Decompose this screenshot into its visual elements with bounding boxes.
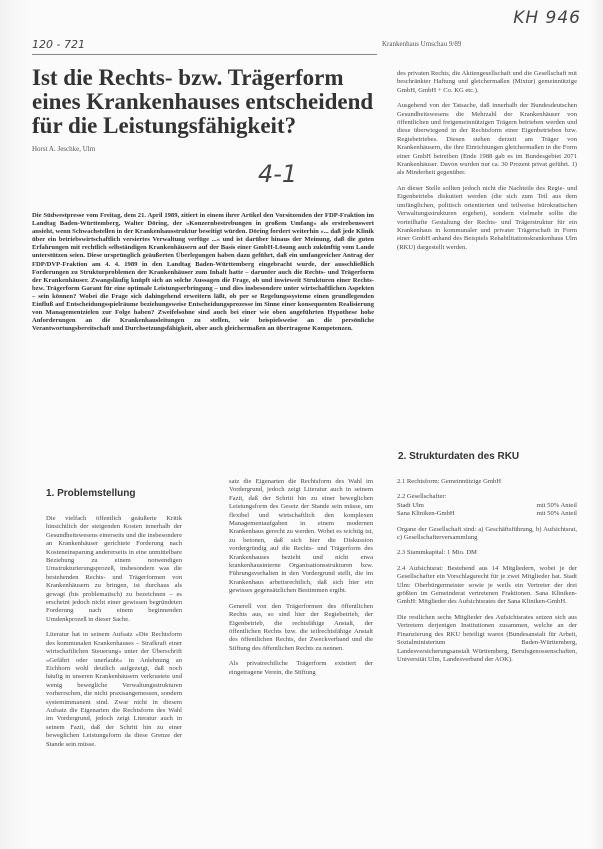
article-title: Ist die Rechts- bzw. Trägerform eines Krankenhauses entscheidend für die Leistungsfähigkeit? [32, 65, 374, 138]
paragraph: An dieser Stelle sollten jedoch nicht die Nachteile des Regie- und Eigenbetriebs diskutiert werden (die sich zum Teil aus dem umfänglichen, politisch orientierten und teilweise bürokratischen Verwaltungsstrukturen ergeben), sondern vielmehr sollte die vorteilhafte Gestaltung der Rechts- und Trägerstruktur für ein Krankenhaus in kommunaler und privater Trägerschaft in Form einer GmbH anhand des Beispiels Rehabilitationskrankenhaus Ulm (RKU) dargestellt werden. [397, 184, 577, 251]
paragraph: Die vielfach öffentlich geäußerte Kritik hinsichtlich der steigenden Kosten innerhalb der Gesundheitswesens einerseits und die insbesondere an Krankenhäuser gerichtete Forderung nach Kosteneinsparung andererseits in eine unmittelbare Beziehung zu einem notwendigen Umstrukturierungsprozeß, insbesondere was die bestehenden Rechts- und Trägerformen von Krankenhäusern zu bringen, ist durchaus als gewagt (bis problematisch) zu bezeichnen – es erscheint jedoch nicht einer gewissen begründeten Forderung nach einem beginnenden Umdenkprozeß in dieser Sache. [46, 515, 182, 623]
list-item: 2.1 Rechtsform: Gemeinnützige GmbH [397, 478, 502, 485]
shareholder-name: Stadt Ulm [397, 501, 424, 509]
handwritten-reference: KH 946 [513, 8, 581, 28]
running-head: Krankenhaus Umschau 9/89 [382, 40, 462, 48]
paragraph: des privaten Rechts, die Aktiengesellschaft und die Gesellschaft mit beschränkter Haftung und gleichermaßen (Mixtur) gemeinnützige GmbH, GmbH + Co. KG etc.). [397, 70, 577, 94]
list-item: 2.4 Aufsichtsrat: Bestehend aus 14 Mitgliedern, wobei je der Gesellschafter ein Vorschlagsrecht für je zwei Mitglieder hat. Stadt Ulm: Oberbürgermeister sowie je weils ein Vertreter der drei größten im Gemeinderat vertretenen Fraktionen. Sana Kliniken-GmbH: Mitglieder des Aufsichtsrates der Sana Kliniken-GmbH. [397, 564, 577, 606]
handwritten-mark: 4-1 [258, 160, 298, 188]
list-item: 2.2 Gesellschafter: [397, 493, 447, 501]
paragraph: Ausgehend von der Tatsache, daß innerhalb der Bundesdeutschen Gesundheitswesens die Mehrzahl der Krankenhäuser von öffentlichen und freigemeinnützigen Trägern betrieben werden und diese überwiegend in der Rechtsform einer Eigenbetrieben bzw. Regiebetriebes. Diesen stehen derzeit am Träger von Krankenhäusern, die ihre Einrichtungen gleichermaßen in die Form einer GmbH betreiben (Ende 1988 gab es im Bundesgebiet 2071 Krankenhäuser. Davon wurden nur ca. 30 Prozent privat geführt. 1) als Minderheit gegenüber. [397, 102, 577, 177]
paragraph: satz die Eigenarten die Rechtsform des Wahl im Vordergrund, jedoch zeigt Literatur auch in seinem Fazit, daß der Schritt hin zu einer beweglichen Leistungsform des Gesetz der Stande sein müsse, um flexibel und wirtschaftlich den komplexen Managementaufgaben in einem modernen Krankenhaus gerecht zu werden. Wobei es wichtig ist, zu betonen, daß sich hier die Diskussion vordergründig auf die Rechts- und Trägerform des Krankenhauses bezieht und nicht etwa krankenhausinterne Organisationsstrukturen bzw. Führungsverhalten in den Vordergrund stellt, die im Krankenhaus arbeitsrechtlich, daß sich hier ein gewisses gegensätzlichen Bestimmen ergibt. [229, 478, 373, 595]
column-3 [397, 70, 577, 259]
shareholder-share: mit 50% Anteil [536, 501, 577, 509]
paragraph: Literatur hat in seinem Aufsatz »Die Rechtsform des kommunalen Krankenhauses – Strafkrafi einer wirtschaftlichen Steuerung« unter der Überschrift »Gefährt oder unerlaubt« in Anlehnung an Eichhorn wohl deutlich aufgezeigt, daß noch häufig in unseren Krankenhäusern verkrustete und wenig bewegliche Verwaltungsstrukturen vorherrschen, die nicht praxisangemessen, sondern systemimmanent sind. Zwar nicht in diesem Aufsatz die Eigenarten die Rechtsform des Wahl im Vordergrund, jedoch zeigt Literatur auch in seinem Fazit, daß der Schritt hin zu einer beweglichen Leistungsform da diese Grenze der Stande sein müsse. [46, 631, 182, 748]
section-1-heading: 1. Problemstellung [46, 488, 136, 499]
lead-paragraph: Die Südwestpresse vom Freitag, dem 21. April 1989, zitiert in einem ihrer Artikel den Vorsitzenden der FDP-Fraktion im Landtag Baden-Württemberg, Walter Döring, der »Konzernbestrebungen in großem Umfang« als erstrebenswert ansieht, wenn Schwachstellen in der Krankenhausstruktur beseitigt würden. Döring fordert weiterhin »... daß jede Klinik über ein betriebswirtschaftlich versiertes Verwaltung verfüge ...« und ist darüber hinaus der Meinung, daß die guten Erfahrungen mit rechtlich selbständigen Krankenhäusern auf der Basis einer GmbH-Lösung auch zukünftig vom Lande unterstützen seien. Diese ursprünglich geäußerten Überlegungen haben dazu geführt, daß ein umfangreicher Antrag der FDP/DVP-Fraktion am 4. 4. 1989 in den Landtag Baden-Württemberg eingebracht wurde, der ausschließlich Forderungen zu Strukturproblemen der Krankenhäuser zum Inhalt hatte – darunter auch die Rechts- und Trägerform der Krankenhäuser. Zwangsläufig knüpft sich an solche Aussagen die Frage, ob und inwieweit Strukturen einer Rechts- bzw. Trägerform Garant für eine optimale Leistungserbringung – und dies insbesondere unter wirtschaftlichen Aspekten – sein können? Wobei die Frage sich dahingehend erweitern läßt, ob per se Regelungssysteme einen grundlegenden Einfluß auf Entscheidungsspielräume beziehungsweise Entscheidungsprozesse im Sinne einer konsequenten Realisierung von Managementzielen zur Folge haben? Zweifelsohne sind auch bei einer wie oben angeführten Hypothese hohe Anforderungen an die Krankenhausleitungen zu stellen, wie beispielsweise an die persönliche Verantwortungsbereitschaft und Durchsetzungsfähigkeit, aber auch gleichermaßen an übertragene Kompetenzen. [32, 212, 374, 333]
top-rule [32, 54, 377, 55]
handwritten-page-number: 120 - 721 [32, 38, 85, 51]
shareholder-row [397, 502, 577, 510]
paragraph: Als privatrechtliche Trägerform existiert der eingetragene Verein, die Stiftung [229, 660, 373, 676]
column-2 [229, 478, 373, 684]
list-item: Die restlichen sechs Mitglieder des Aufsichtsrates setzen sich aus Vertretern derjenigen Institutionen zusammen, welche an der Finanzierung des RKU beteiligt waren (Bundesanstalt für Arbeit, Sozialministerium Baden-Württemberg, Landesversicherungsanstalt Württemberg, Berufsgenossenschaften, Universität Ulm, Landesverband der AOK). [397, 613, 577, 663]
list-item: 2.3 Stammkapital: 1 Mio. DM [397, 549, 477, 557]
shareholder-share: mit 50% Anteil [536, 510, 577, 518]
column-1 [46, 515, 182, 756]
structure-data-list [397, 478, 577, 671]
shareholder-row [397, 510, 577, 518]
shareholder-name: Sana Kliniken-GmbH [397, 510, 455, 518]
list-item: Organe der Gesellschaft sind: a) Geschäftsführung, b) Aufsichtsrat, c) Gesellschafterversammlung [397, 525, 577, 542]
author-line: Horst A. Jeschke, Ulm [32, 145, 96, 153]
paragraph: Generell von den Trägerformen des öffentlichen Rechts aus, so sind hier der Regiebetrieb, der Eigenbetrieb, die rechtsfähige Anstalt, der öffentlichen Rechts bzw. die teilrechtsfähige Anstalt des öffentlichen Rechts, der Zweckverband und die Stiftung des öffentlichen Rechts zu nennen. [229, 602, 373, 652]
section-2-heading: 2. Strukturdaten des RKU [398, 451, 520, 462]
